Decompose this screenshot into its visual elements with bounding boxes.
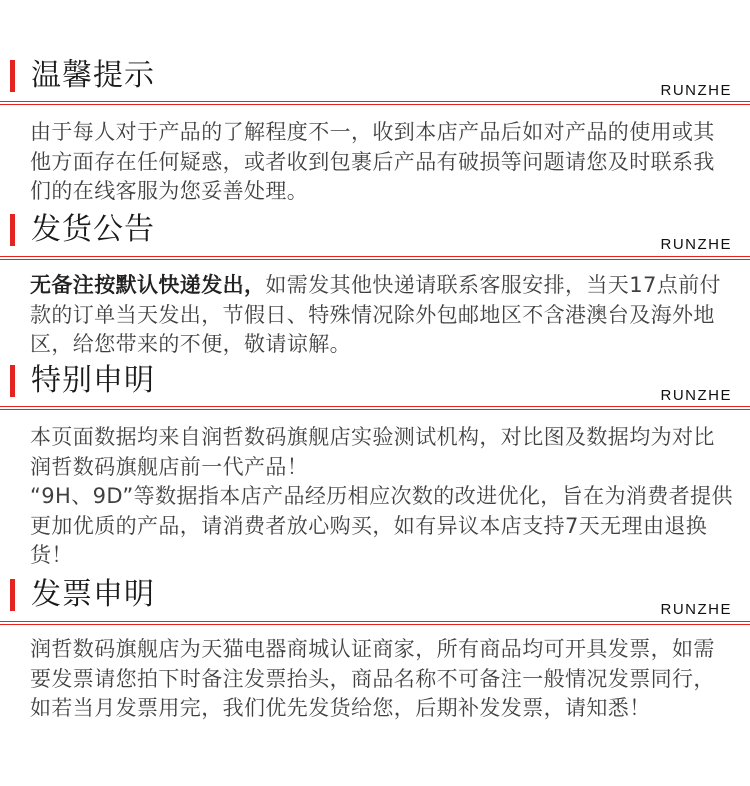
title-accent-bar xyxy=(10,60,15,92)
brand-label: RUNZHE xyxy=(660,601,732,618)
highlight-text: 无备注按默认快递发出， xyxy=(30,273,266,297)
section-warm-tips xyxy=(0,54,750,203)
section-header xyxy=(0,208,750,252)
section-header xyxy=(0,54,750,98)
section-title: 发货公告 xyxy=(31,212,155,247)
section-title: 温馨提示 xyxy=(31,58,155,93)
section-title: 发票申明 xyxy=(31,577,155,612)
section-divider xyxy=(0,406,750,410)
body-text: 如需发其他快递请联系客服安排，当天17点前付款的订单当天发出，节假日、特殊情况除外包邮地区不含港澳台及海外地区，给您带来的不便，敬请谅解。 xyxy=(30,273,721,356)
section-shipping-notice xyxy=(0,208,750,356)
section-body: 本页面数据均来自润哲数码旗舰店实验测试机构，对比图及数据均为对比润哲数码旗舰店前一代产品！ xyxy=(30,425,715,479)
section-divider xyxy=(0,621,750,625)
section-special-statement xyxy=(0,359,750,567)
brand-label: RUNZHE xyxy=(660,387,732,404)
title-accent-bar xyxy=(10,579,15,611)
section-title: 特别申明 xyxy=(31,363,155,398)
section-body: 由于每人对于产品的了解程度不一，收到本店产品后如对产品的使用或其他方面存在任何疑惑，或者收到包裹后产品有破损等问题请您及时联系我们的在线客服为您妥善处理。 xyxy=(30,120,715,203)
section-header xyxy=(0,573,750,617)
brand-label: RUNZHE xyxy=(660,82,732,99)
section-invoice-statement xyxy=(0,573,750,720)
title-accent-bar xyxy=(10,214,15,246)
section-divider xyxy=(0,101,750,105)
section-body: 润哲数码旗舰店为天猫电器商城认证商家，所有商品均可开具发票，如需要发票请您拍下时备注发票抬头，商品名称不可备注一般情况发票同行，如若当月发票用完，我们优先发货给您，后期补发发票，请知悉！ xyxy=(30,637,715,720)
section-header xyxy=(0,359,750,403)
title-accent-bar xyxy=(10,365,15,397)
section-body xyxy=(30,271,734,360)
section-body-continued: “9H、9D”等数据指本店产品经历相应次数的改进优化，旨在为消费者提供更加优质的产品，请消费者放心购买，如有异议本店支持7天无理由退换货！ xyxy=(30,484,733,567)
brand-label: RUNZHE xyxy=(660,236,732,253)
section-divider xyxy=(0,256,750,260)
